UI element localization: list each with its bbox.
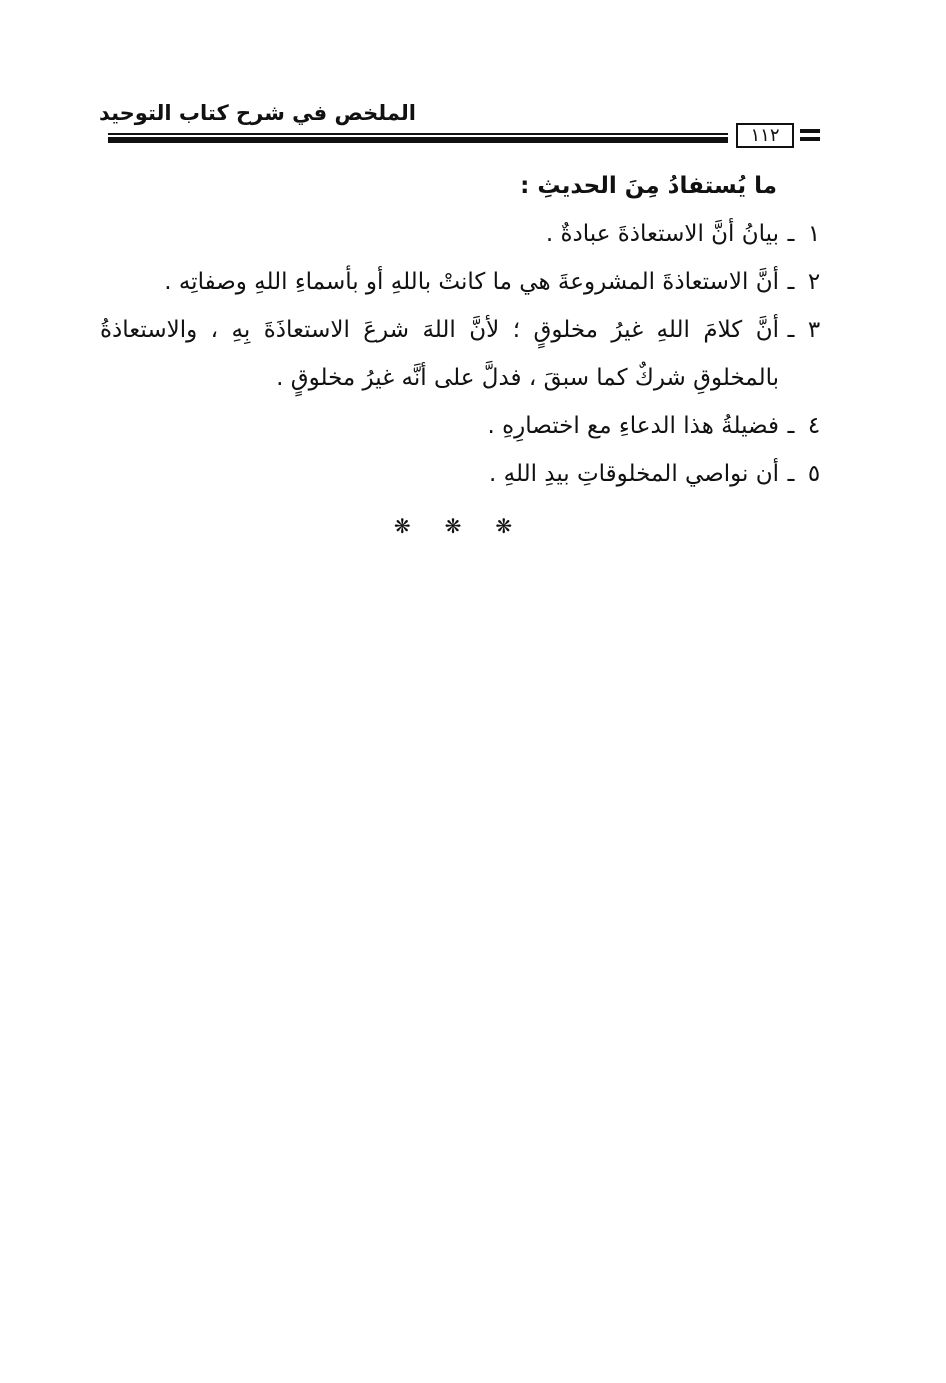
list-item [100,258,825,306]
item-text: أن نواصي المخلوقاتِ بيدِ اللهِ . [489,461,779,487]
page-number: ١١٢ [736,123,794,148]
item-separator: ـ [787,269,795,295]
item-separator: ـ [787,317,795,343]
section-heading: ما يُستفادُ مِنَ الحديثِ : [520,173,777,199]
list-item [100,306,825,402]
header-dash-bottom [800,137,820,141]
list-item [100,450,825,498]
item-number: ٤ [807,413,821,439]
item-number: ٥ [807,461,821,487]
item-number: ٢ [807,269,821,295]
book-title: الملخص في شرح كتاب التوحيد [98,101,416,125]
list-item [100,402,825,450]
header-rule-thick [108,137,728,143]
section-divider-stars: ❋❋❋ [393,514,547,538]
page-content [100,162,825,498]
item-separator: ـ [787,413,795,439]
item-separator: ـ [787,221,795,247]
item-number: ٣ [807,317,821,343]
header-rule-thin [108,133,728,135]
benefit-list [100,210,825,498]
item-text: أنَّ الاستعاذةَ المشروعةَ هي ما كانتْ باللهِ أو بأسماءِ اللهِ وصفاتِه . [164,269,779,295]
item-text: بيانُ أنَّ الاستعاذةَ عبادةٌ . [545,221,779,247]
list-item [100,210,825,258]
header-dash-top [800,129,820,133]
item-text: أنَّ كلامَ اللهِ غيرُ مخلوقٍ ؛ لأنَّ اللهَ شرعَ الاستعاذَةَ بِهِ ، والاستعاذةُ بالمخلوقِ شركٌ كما سبقَ ، فدلَّ على أنَّه غيرُ مخلوقٍ . [100,317,779,391]
item-number: ١ [807,221,821,247]
item-separator: ـ [787,461,795,487]
item-text: فضيلةُ هذا الدعاءِ مع اختصارِهِ . [487,413,779,439]
page-header [98,96,820,156]
